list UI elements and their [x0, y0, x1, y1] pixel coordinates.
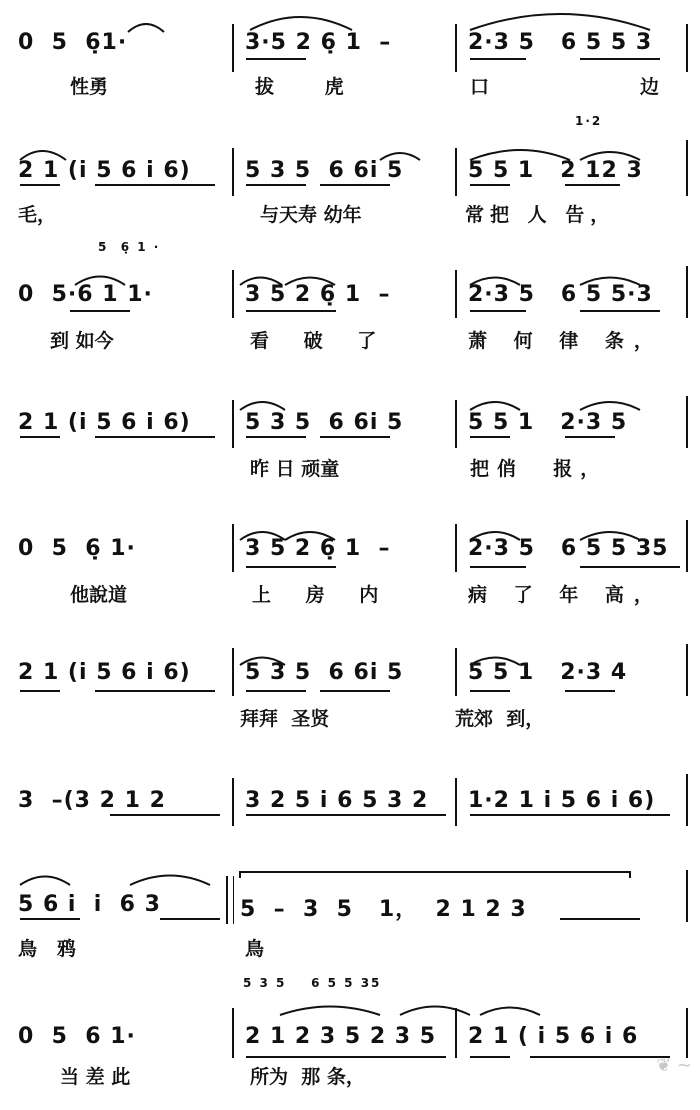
- barline: [686, 520, 688, 572]
- barline: [232, 148, 234, 196]
- measure-9-3: 2 1 ( i 5 6 i 6: [468, 1024, 639, 1049]
- lyric: 荒郊 到，: [455, 708, 545, 730]
- lyric: 他說道: [70, 584, 128, 606]
- beam-underline: [246, 814, 446, 816]
- lyric: 所为 那 条，: [250, 1066, 365, 1088]
- measure-6-3: 5 5 1 2·3 4: [468, 660, 628, 685]
- beam-underline: [580, 310, 660, 312]
- barline: [455, 648, 457, 696]
- lyric: 边: [640, 76, 660, 98]
- measure-3-2: 3 5 2 6̣ 1 –: [245, 282, 391, 307]
- beam-underline: [565, 690, 615, 692]
- barline: [232, 648, 234, 696]
- beam-underline: [246, 566, 336, 568]
- watermark-logo: ❦ ∼: [656, 1055, 692, 1076]
- barline: [232, 270, 234, 318]
- score-system-6: [0, 640, 700, 760]
- barline: [686, 1008, 688, 1058]
- measure-5-1: 0 5 6̣ 1·: [18, 536, 136, 561]
- beam-underline: [580, 58, 660, 60]
- annotation: 1·2: [575, 114, 603, 128]
- beam-underline: [565, 436, 615, 438]
- score-system-8: [0, 866, 700, 986]
- lyric: 拔 虎: [255, 76, 366, 98]
- lyric: 看 破 了: [250, 330, 391, 352]
- beam-underline: [470, 814, 670, 816]
- barline: [455, 778, 457, 826]
- lyric: 毛，: [18, 204, 57, 226]
- lyric: 到 如今: [50, 330, 114, 352]
- measure-6-1: 2 1 (i 5 6 i 6): [18, 660, 191, 685]
- measure-2-2: 5 3 5 6 6i 5: [245, 158, 404, 183]
- barline: [686, 644, 688, 696]
- score-system-9: [0, 976, 700, 1110]
- beam-underline: [20, 690, 60, 692]
- barline: [455, 524, 457, 572]
- beam-underline: [470, 1056, 510, 1058]
- beam-underline: [246, 1056, 446, 1058]
- score-system-4: [0, 392, 700, 512]
- beam-underline: [320, 690, 390, 692]
- beam-underline: [110, 814, 220, 816]
- measure-1-1: 0 5 6̣1·: [18, 30, 128, 55]
- measure-9-2: 2 1 2 3 5 2 3 5: [245, 1024, 437, 1049]
- lyric: 拜拜 圣贤: [240, 708, 330, 730]
- barline: [455, 400, 457, 448]
- lyric: 把俏 报，: [470, 458, 608, 480]
- double-barline: [226, 876, 234, 924]
- barline: [455, 24, 457, 72]
- measure-1-3: 2·3 5 6 5 5 3: [468, 30, 653, 55]
- measure-1-2: 3·5 2 6̣ 1 –: [245, 30, 392, 55]
- lyric: 当 差 此: [60, 1066, 131, 1088]
- beam-underline: [580, 566, 680, 568]
- beam-underline: [560, 918, 640, 920]
- barline: [232, 400, 234, 448]
- annotation: 5 6̣ 1 ·: [98, 240, 161, 254]
- measure-5-2: 3 5 2 6̣ 1 –: [245, 536, 391, 561]
- beam-underline: [470, 566, 526, 568]
- beam-underline: [470, 690, 510, 692]
- measure-8-1: 5 6 i i 6 3: [18, 892, 161, 917]
- measure-6-2: 5 3 5 6 6i 5: [245, 660, 404, 685]
- barline: [686, 266, 688, 318]
- beam-underline: [470, 310, 526, 312]
- beam-underline: [20, 184, 60, 186]
- beam-underline: [246, 184, 306, 186]
- beam-underline: [530, 1056, 670, 1058]
- barline: [455, 1008, 457, 1058]
- lyric: 萧 何 律 条，: [468, 330, 663, 352]
- lyric: 鳥 鸦: [18, 938, 76, 960]
- measure-7-2: 3 2 5 i 6 5 3 2: [245, 788, 429, 813]
- lyric: 与天寿 幼年: [260, 204, 362, 226]
- beam-underline: [470, 58, 526, 60]
- beam-underline: [95, 690, 215, 692]
- measure-5-3: 2·3 5 6 5 5 35: [468, 536, 669, 561]
- annotation: 5 3 5 6 5 5 35: [243, 976, 382, 990]
- barline: [455, 270, 457, 318]
- beam-underline: [95, 436, 215, 438]
- beam-underline: [246, 436, 306, 438]
- barline: [232, 524, 234, 572]
- measure-4-1: 2 1 (i 5 6 i 6): [18, 410, 191, 435]
- beam-underline: [246, 310, 336, 312]
- measure-4-2: 5 3 5 6 6i 5: [245, 410, 404, 435]
- beam-underline: [470, 436, 510, 438]
- barline: [232, 778, 234, 826]
- score-system-3: [0, 240, 700, 382]
- measure-8-2: 5 – 3 5 1， 2 1 2 3: [240, 897, 527, 922]
- lyric: 昨 日 顽童: [250, 458, 340, 480]
- measure-9-1: 0 5 6 1·: [18, 1024, 136, 1049]
- lyric: 口: [470, 76, 490, 98]
- barline: [686, 140, 688, 196]
- measure-2-3: 5 5 1 2 12 3: [468, 158, 643, 183]
- beam-underline: [320, 184, 390, 186]
- score-system-5: [0, 516, 700, 636]
- beam-underline: [246, 690, 306, 692]
- beam-underline: [20, 436, 60, 438]
- beam-underline: [565, 184, 620, 186]
- barline: [686, 870, 688, 922]
- barline: [232, 1008, 234, 1058]
- beam-underline: [320, 436, 390, 438]
- measure-7-3: 1·2 1 i 5 6 i 6): [468, 788, 656, 813]
- barline: [686, 24, 688, 72]
- measure-4-3: 5 5 1 2·3 5: [468, 410, 628, 435]
- barline: [686, 396, 688, 448]
- measure-3-3: 2·3 5 6 5 5·3: [468, 282, 653, 307]
- measure-7-1: 3 –(3 2 1 2: [18, 788, 166, 813]
- lyric: 性勇: [70, 76, 109, 98]
- lyric: 鳥: [245, 938, 265, 960]
- beam-underline: [160, 918, 220, 920]
- beam-underline: [246, 58, 306, 60]
- barline: [232, 24, 234, 72]
- measure-2-1: 2 1 (i 5 6 i 6): [18, 158, 191, 183]
- lyric: 上 房 内: [252, 584, 393, 606]
- beam-underline: [70, 310, 130, 312]
- barline: [686, 774, 688, 826]
- beam-underline: [95, 184, 215, 186]
- barline: [455, 148, 457, 196]
- measure-3-1: 0 5·6 1 1·: [18, 282, 153, 307]
- beam-underline: [20, 918, 80, 920]
- lyric: 病 了 年 高，: [468, 584, 663, 606]
- lyric: 常把 人 告，: [465, 204, 616, 226]
- beam-underline: [470, 184, 510, 186]
